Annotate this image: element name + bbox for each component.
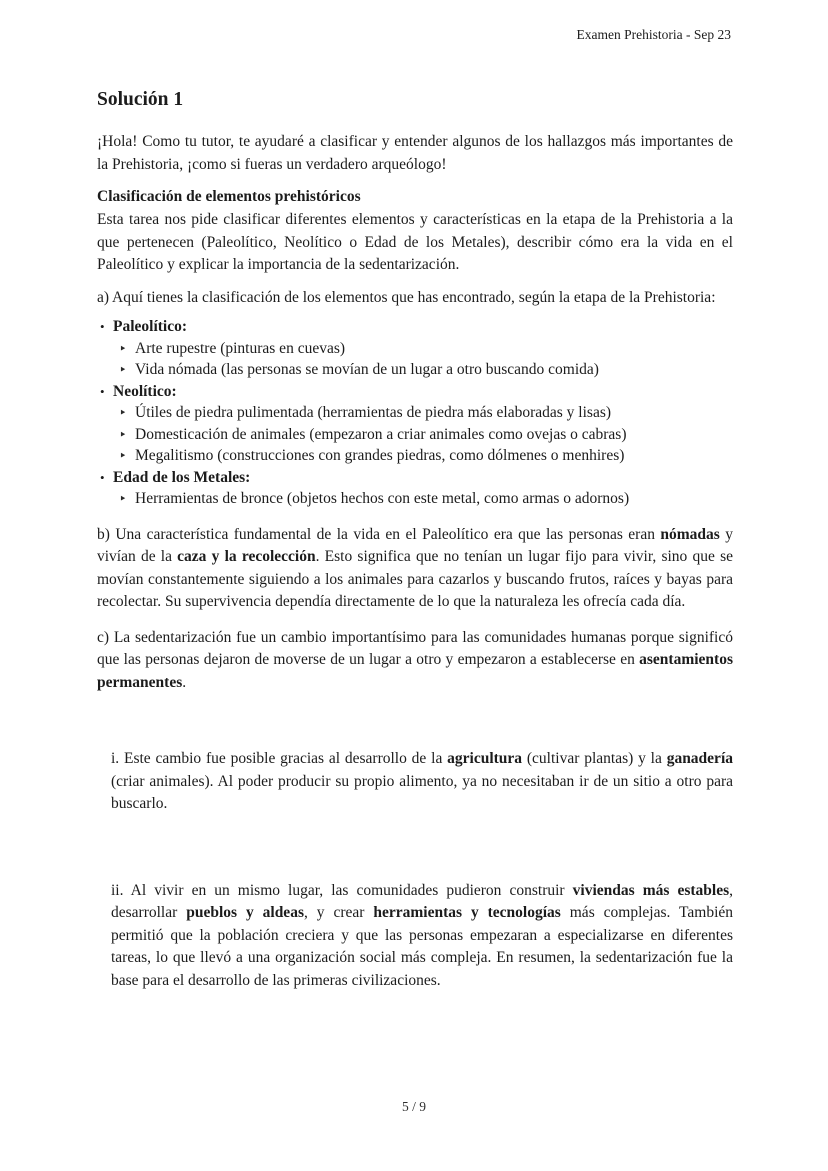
classification-list xyxy=(97,316,733,510)
part-ii-paragraph: ii. Al vivir en un mismo lugar, las comunidades pudieron construir viviendas más estables, desarrollar pueblos y aldeas, y crear herramientas y tecnologías más complejas. También permitió que la población creciera y que las personas empezaran a especializarse en diferentes tareas, lo que llevó a una organización social más compleja. En resumen, la sedentarización fue la base para el desarrollo de las primeras civilizaciones. xyxy=(111,881,734,989)
list-item-era-edad-metales: • Edad de los Metales: xyxy=(97,467,733,489)
list-item-era-paleolitico: • Paleolítico: xyxy=(97,316,733,338)
part-i-paragraph: i. Este cambio fue posible gracias al desarrollo de la agricultura (cultivar plantas) y la ganadería (criar animales). Al poder producir su propio alimento, ya no necesitaban ir de un sitio a otro para buscarlo. xyxy=(111,750,733,812)
page-title: Solución 1 xyxy=(97,89,184,110)
page-header-exam-label: Examen Prehistoria - Sep 23 xyxy=(576,27,731,42)
page-number: 5 / 9 xyxy=(401,1099,426,1114)
list-item: ‣ Megalitismo (construcciones con grandes piedras, como dólmenes o menhires) xyxy=(97,445,733,467)
list-item: ‣ Arte rupestre (pinturas en cuevas) xyxy=(97,338,733,360)
document-body xyxy=(97,0,733,1002)
list-item: ‣ Útiles de piedra pulimentada (herramientas de piedra más elaboradas y lisas) xyxy=(97,402,733,424)
list-item: ‣ Vida nómada (las personas se movían de un lugar a otro buscando comida) xyxy=(97,359,733,381)
list-item-era-neolitico: • Neolítico: xyxy=(97,381,733,403)
part-a-lead-paragraph: a) Aquí tienes la clasificación de los elementos que has encontrado, según la etapa de la Prehistoria: xyxy=(97,288,716,306)
section-heading-classification: Clasificación de elementos prehistóricos xyxy=(97,188,361,205)
list-item: ‣ Herramientas de bronce (objetos hechos con este metal, como armas o adornos) xyxy=(97,488,733,510)
list-item: ‣ Domesticación de animales (empezaron a criar animales como ovejas o cabras) xyxy=(97,424,733,446)
intro-paragraph: ¡Hola! Como tu tutor, te ayudaré a clasificar y entender algunos de los hallazgos más importantes de la Prehistoria, ¡como si fueras un verdadero arqueólogo! xyxy=(97,133,733,173)
part-b-paragraph: b) Una característica fundamental de la vida en el Paleolítico era que las personas eran nómadas y vivían de la caza y la recolección. Esto significa que no tenían un lugar fijo para vivir, sino que se movían constantemente siguiendo a los animales para cazarlos y buscando frutos, raíces y bayas para recolectar. Su supervivencia dependía directamente de lo que la naturaleza les ofrecía cada día. xyxy=(97,525,734,610)
part-c-paragraph: c) La sedentarización fue un cambio importantísimo para las comunidades humanas porque significó que las personas dejaron de moverse de un lugar a otro y empezaron a establecerse en asentamientos permanentes. xyxy=(97,628,733,691)
task-description-paragraph: Esta tarea nos pide clasificar diferentes elementos y características en la etapa de la Prehistoria a la que pertenecen (Paleolítico, Neolítico o Edad de los Metales), describir cómo era la vida en el Paleolítico y explicar la importancia de la sedentarización. xyxy=(97,211,733,273)
